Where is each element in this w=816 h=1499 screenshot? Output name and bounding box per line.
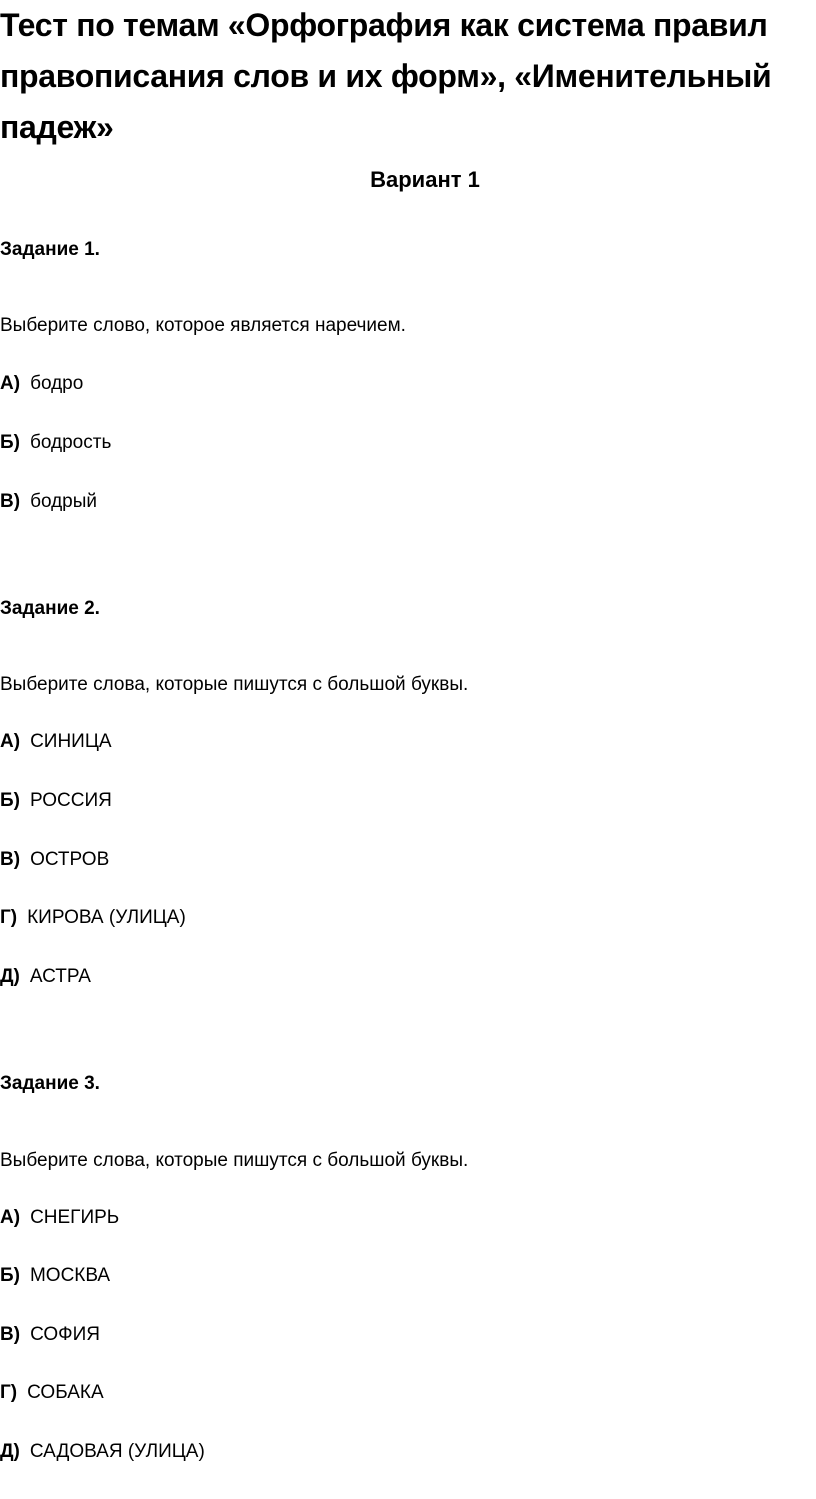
option-text: САДОВАЯ (УЛИЦА) [29,1441,205,1462]
option-letter: А) [0,731,21,752]
option-text: СОФИЯ [30,1324,100,1345]
answer-option [0,488,97,516]
option-text: СОБАКА [27,1382,104,1403]
option-text: КИРОВА (УЛИЦА) [27,907,186,928]
answer-option [0,429,111,457]
option-letter: Б) [0,432,20,453]
option-text: ОСТРОВ [30,849,110,870]
option-letter: В) [0,1324,21,1345]
option-text: бодро [30,373,84,394]
answer-option [0,963,91,991]
answer-option [0,787,112,815]
document-title: Тест по темам «Орфография как система правил правописания слов и их форм», «Именительный падеж» [0,7,772,145]
answer-option [0,1438,205,1466]
task-heading: Задание 1. [0,239,100,260]
option-letter: Д) [0,966,20,987]
answer-option [0,904,186,932]
option-text: бодрость [29,432,112,453]
option-text: АСТРА [29,966,91,987]
option-text: СИНИЦА [30,731,112,752]
option-letter: В) [0,491,21,512]
option-text: МОСКВА [29,1265,111,1286]
option-text: бодрый [30,491,98,512]
answer-option [0,1321,100,1349]
option-letter: Б) [0,1265,20,1286]
answer-option [0,1379,104,1407]
task-question: Выберите слова, которые пишутся с большой буквы. [0,674,469,695]
task-heading: Задание 2. [0,598,100,619]
variant-heading: Вариант 1 [370,167,480,192]
answer-option [0,1262,110,1290]
answer-option [0,370,83,398]
option-text: СНЕГИРЬ [30,1207,120,1228]
answer-option [0,846,109,874]
option-letter: А) [0,1207,21,1228]
answer-option [0,728,112,756]
option-letter: В) [0,849,21,870]
task-question: Выберите слова, которые пишутся с большой буквы. [0,1150,469,1171]
option-letter: Д) [0,1441,20,1462]
option-letter: А) [0,373,21,394]
task-question: Выберите слово, которое является наречием. [0,315,406,336]
option-letter: Г) [0,1382,18,1403]
answer-option [0,1204,119,1232]
option-letter: Г) [0,907,18,928]
option-text: РОССИЯ [29,790,112,811]
task-heading: Задание 3. [0,1073,100,1094]
option-letter: Б) [0,790,20,811]
